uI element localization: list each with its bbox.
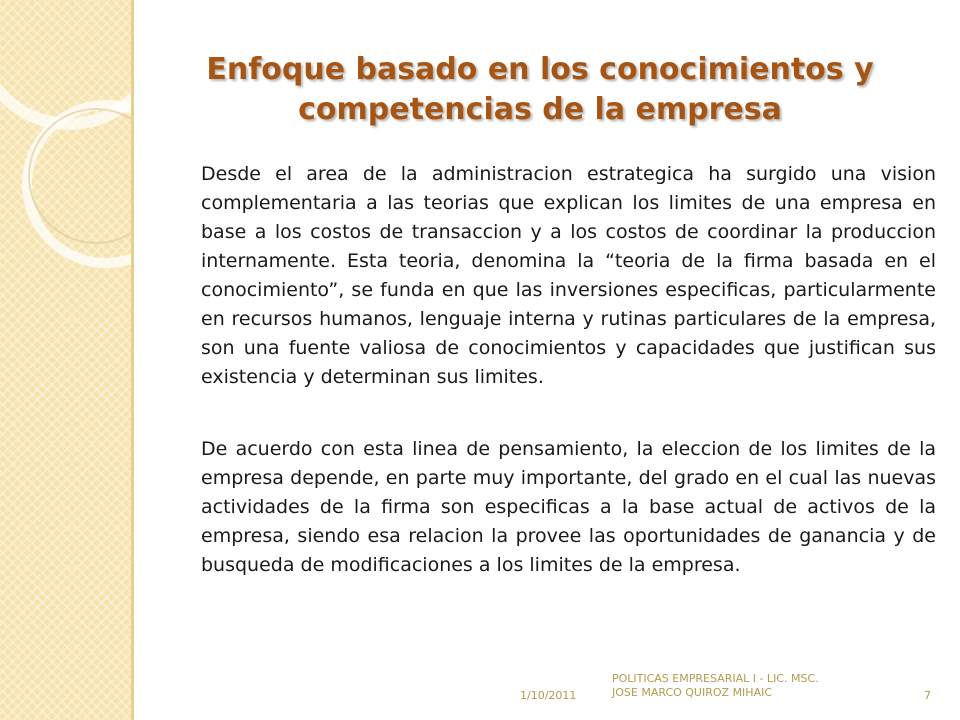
- footer-author-line-1: POLITICAS EMPRESARIAL I - LIC. MSC.: [612, 672, 819, 685]
- footer-author: [612, 672, 912, 700]
- slide-title-line-2: competencias de la empresa: [298, 92, 782, 127]
- decorative-sidebar: [0, 0, 134, 720]
- slide-body: [201, 160, 936, 580]
- body-paragraph-1: Desde el area de la administracion estrategica ha surgido una vision complementaria a las teorias que explican los limites de una empresa en base a los costos de transaccion y a los costos de coordinar la produccion internamente. Esta teoria, denomina la “teoria de la firma basada en el conocimiento”, se funda en que las inversiones especificas, particularmente en recursos humanos, lenguaje interna y rutinas particulares de la empresa, son una fuente valiosa de conocimientos y capacidades que justifican sus existencia y determinan sus limites.: [201, 163, 936, 388]
- body-paragraph-2: De acuerdo con esta linea de pensamiento, la eleccion de los limites de la empresa depende, en parte muy importante, del grado en el cual las nuevas actividades de la firma son especificas a la base actual de activos de la empresa, siendo esa relacion la provee las oportunidades de ganancia y de busqueda de modificaciones a los limites de la empresa.: [201, 438, 936, 576]
- slide-title: [180, 50, 900, 130]
- footer-date: 1/10/2011: [520, 689, 577, 702]
- footer-page-number: 7: [924, 689, 931, 702]
- footer-author-line-2: JOSE MARCO QUIROZ MIHAIC: [612, 686, 773, 699]
- slide-title-line-1: Enfoque basado en los conocimientos y: [206, 52, 874, 87]
- sidebar-edge: [131, 0, 134, 720]
